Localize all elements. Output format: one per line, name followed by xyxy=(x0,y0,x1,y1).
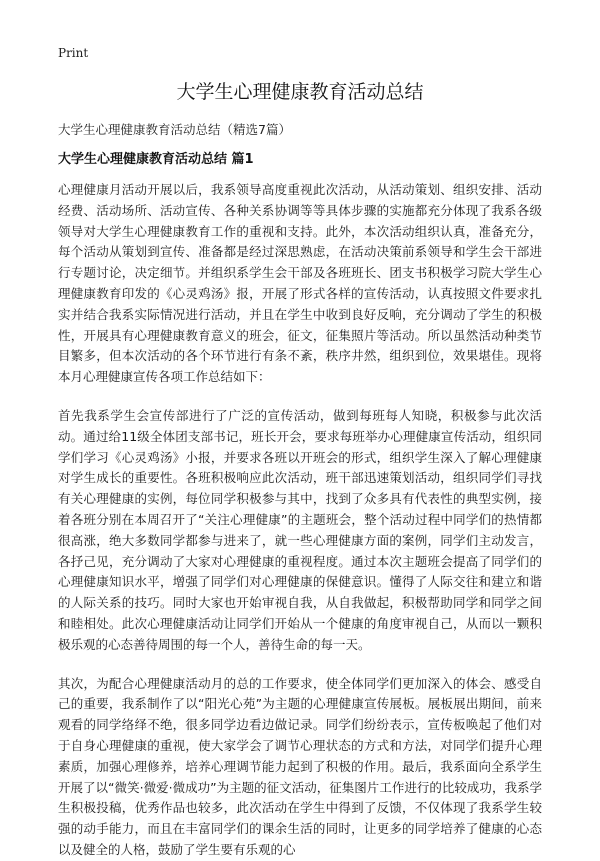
paragraph-3: 其次，为配合心理健康活动月的总的工作要求，使全体同学们更加深入的体会、感受自己的重要，我系制作了以“阳光心苑”为主题的心理健康宣传展板。展板展出期间，前来观看的同学络绎不绝，很多同学边看边做记录。同学们纷纷表示，宣传板唤起了他们对于自身心理健康的重视，使大家学会了调节心理状态的方式和方法，对同学们提升心理素质，加强心理修养，培养心理调节能力起到了积极的作用。最后，我系面向全系学生开展了以“微笑·微爱·微成功”为主题的征文活动，征集图片工作进行的比较成功，我系学生积极投稿，优秀作品也较多，此次活动在学生中得到了反馈，不仅体现了我系学生较强的动手能力，而且在丰富同学们的课余生活的同时，让更多的同学培养了健康的心态以及健全的人格，鼓励了学生要有乐观的心 xyxy=(58,675,542,857)
page-title: 大学生心理健康教育活动总结 xyxy=(176,81,424,103)
document-subtitle: 大学生心理健康教育活动总结（精选7篇） xyxy=(58,122,291,137)
article-body xyxy=(58,180,542,857)
paragraph-2: 首先我系学生会宣传部进行了广泛的宣传活动，做到每班每人知晓，积极参与此次活动。通过给11级全体团支部书记，班长开会，要求每班举办心理健康宣传活动，组织同学们学习《心灵鸡汤》小报，并要求各班以开班会的形式，组织学生深入了解心理健康对学生成长的重要性。各班积极响应此次活动，班干部迅速策划活动，组织同学们寻找有关心理健康的实例，每位同学积极参与其中，找到了众多具有代表性的典型实例，接着各班分别在本周召开了“关注心理健康”的主题班会，整个活动过程中同学们的热情都很高涨，绝大多数同学都参与进来了，就一些心理健康方面的案例，同学们主动发言，各抒己见，充分调动了大家对心理健康的重视程度。通过本次主题班会提高了同学们的心理健康知识水平，增强了同学们对心理健康的保健意识。懂得了人际交往和建立和谐的人际关系的技巧。同时大家也开始审视自我，从自我做起，积极帮助同学和同学之间和睦相处。此次心理健康活动让同学们开始从一个健康的角度审视自己，从而以一颗积极乐观的心态善待周围的每一个人，善待生命的每一天。 xyxy=(58,407,542,652)
print-link[interactable]: Print xyxy=(58,46,89,60)
section-heading: 大学生心理健康教育活动总结 篇1 xyxy=(58,152,254,167)
paragraph-1: 心理健康月活动开展以后，我系领导高度重视此次活动，从活动策划、组织安排、活动经费、活动场所、活动宣传、各种关系协调等等具体步骤的实施都充分体现了我系各级领导对大学生心理健康教育工作的重视和支持。此外，本次活动组织认真，准备充分，每个活动从策划到宣传、准备都是经过深思熟虑，在活动决策前系领导和学生会干部进行专题讨论，决定细节。并组织系学生会干部及各班班长、团支书积极学习院大学生心理健康教育印发的《心灵鸡汤》报，开展了形式各样的宣传活动，认真按照文件要求扎实并结合我系实际情况进行活动，并且在学生中收到良好反响，充分调动了学生的积极性，开展具有心理健康教育意义的班会，征文，征集照片等活动。所以虽然活动种类节目繁多，但本次活动的各个环节进行有条不紊，秩序井然，组织到位，效果堪佳。现将本月心理健康宣传各项工作总结如下： xyxy=(58,182,542,385)
